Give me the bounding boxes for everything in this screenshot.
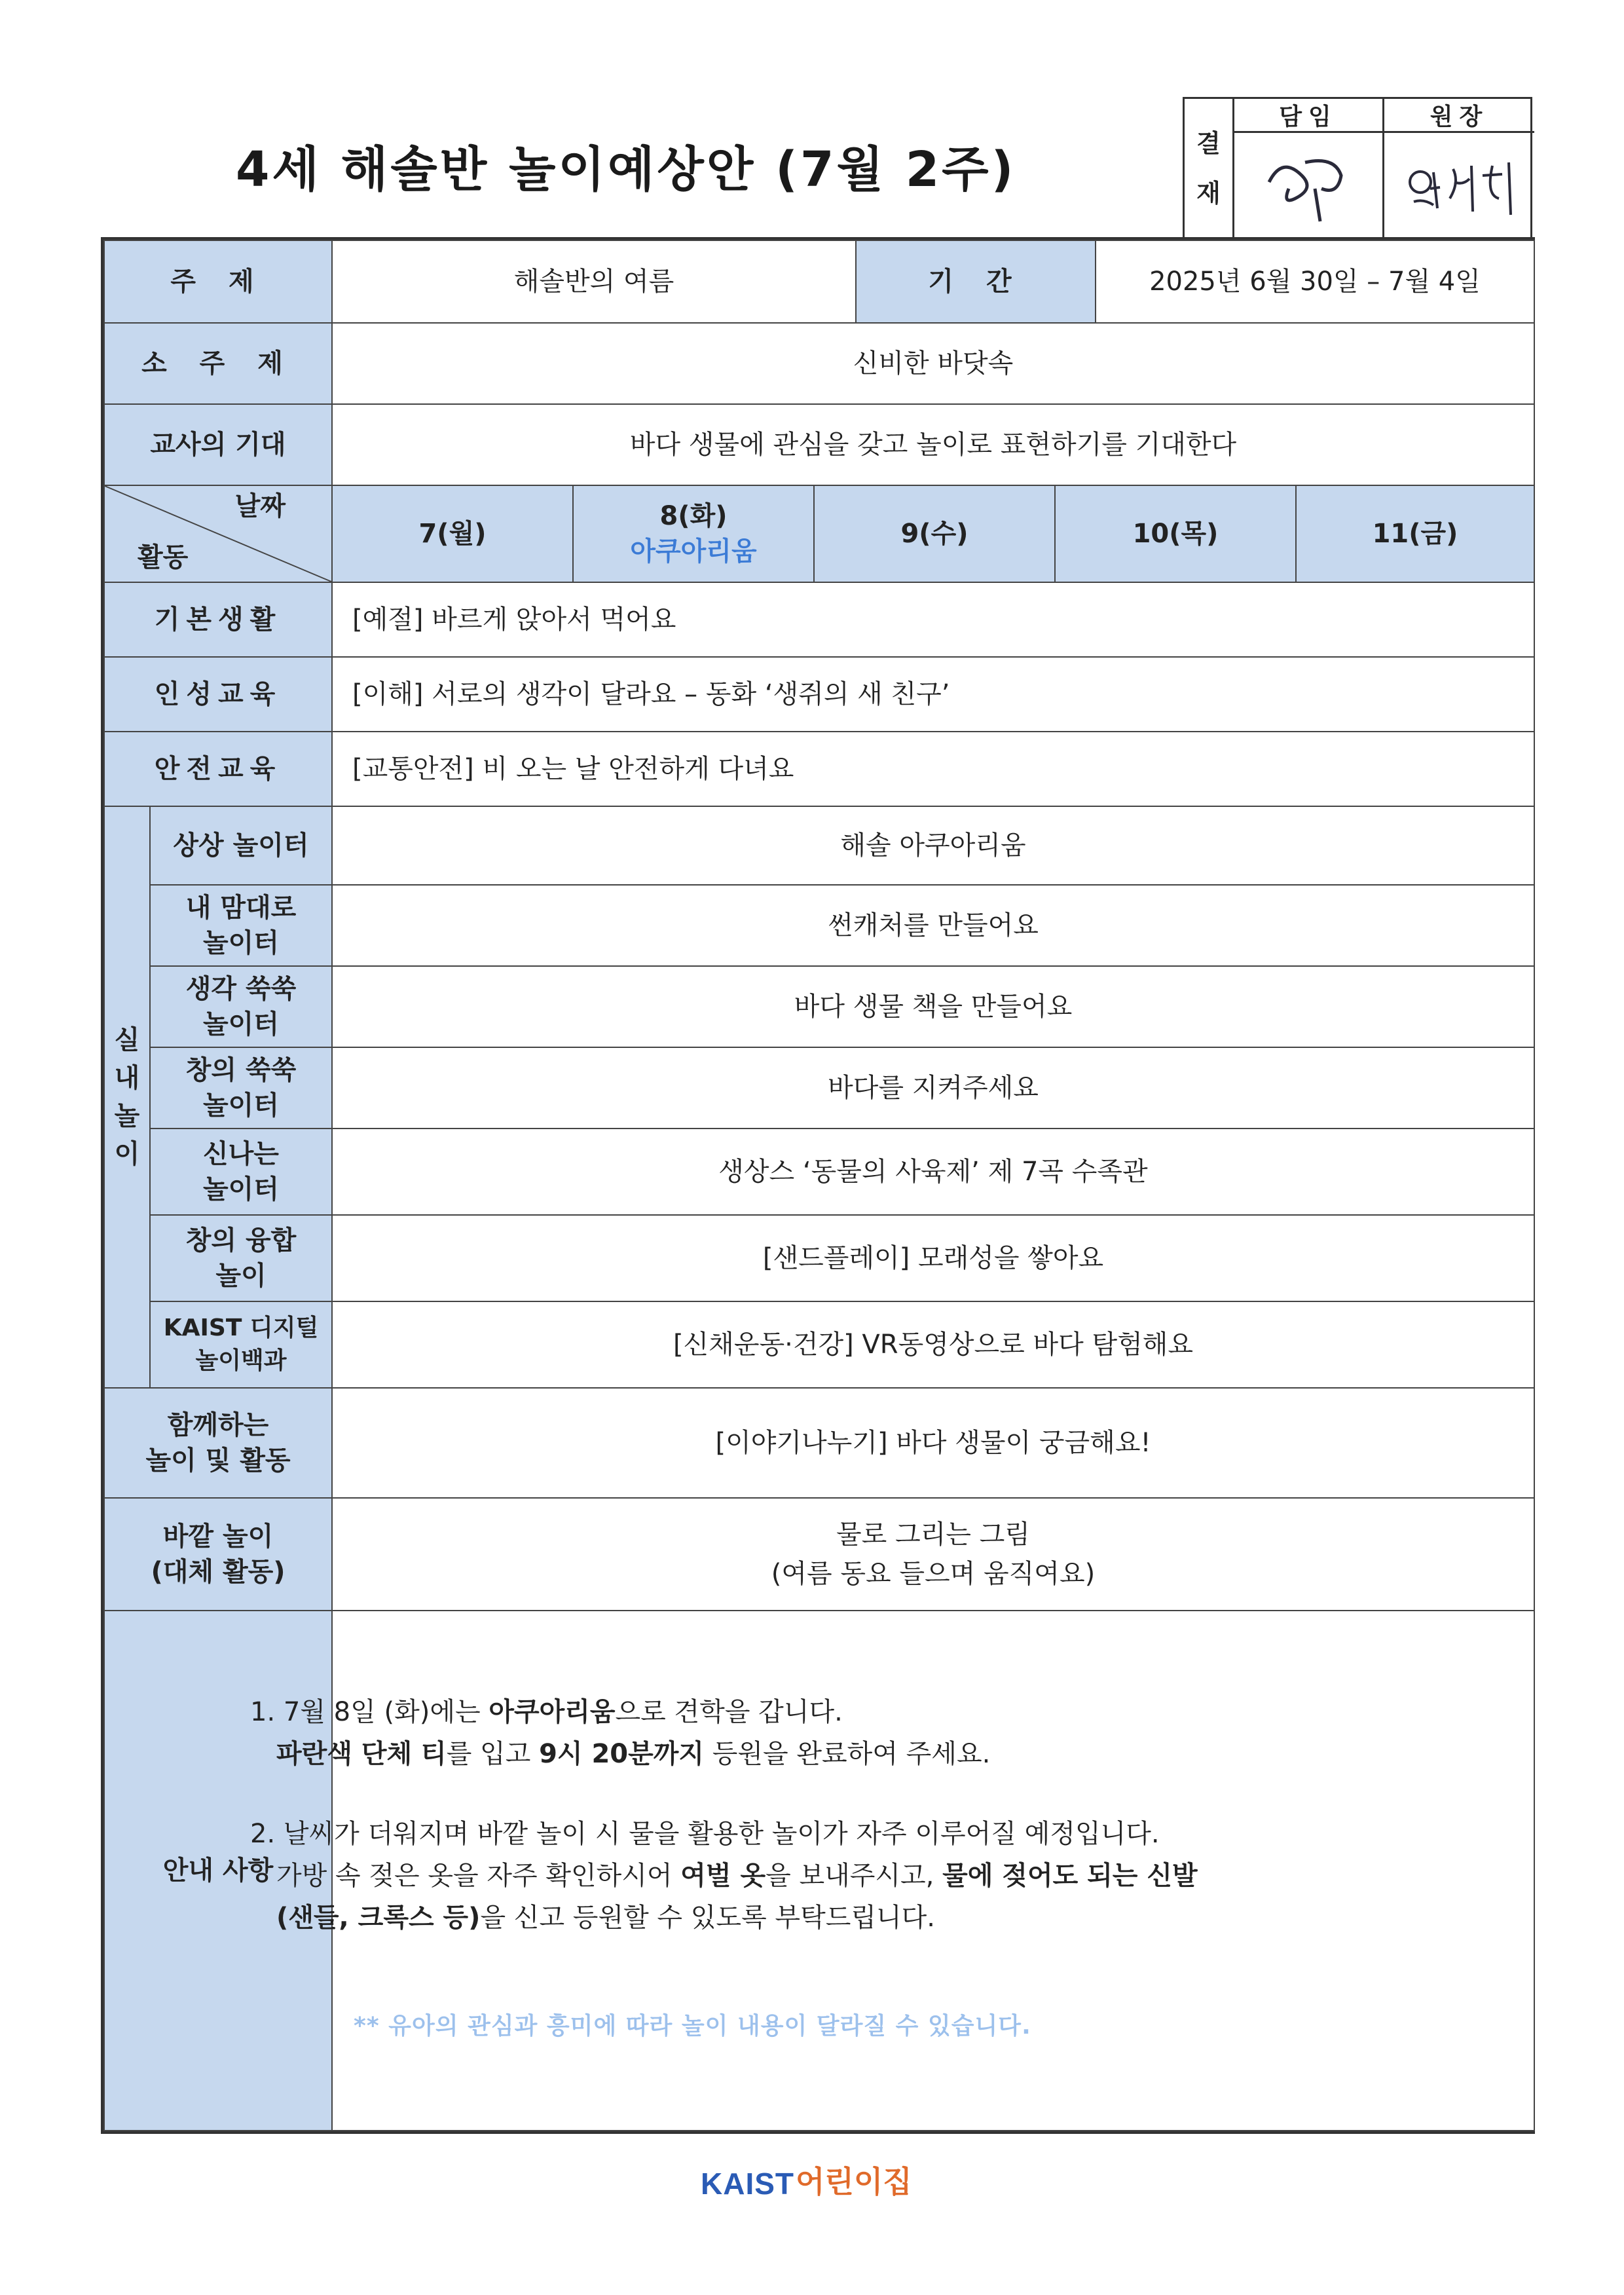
basic-life-label: 기본생활 [103, 582, 333, 658]
character-edu-value: [이해] 서로의 생각이 달라요 – 동화 ‘생쥐의 새 친구’ [331, 656, 1535, 732]
indoor-row-value-5: 생상스 ‘동물의 사육제’ 제 7곡 수족관 [331, 1128, 1535, 1216]
indoor-row-label-3: 생각 쑥쑥 놀이터 [149, 965, 333, 1048]
indoor-row-label-1: 상상 놀이터 [149, 806, 333, 886]
notice-item-1-line-2: 파란색 단체 티를 입고 9시 20분까지 등원을 완료하여 주세요. [276, 1739, 991, 1769]
director-signature [1384, 133, 1534, 238]
indoor-row-value-4: 바다를 지켜주세요 [331, 1047, 1535, 1129]
teacher-signature [1234, 133, 1384, 238]
outdoor-value: 물로 그리는 그림 (여름 동요 들으며 움직여요) [331, 1497, 1535, 1611]
indoor-row-value-7: [신채운동·건강] VR동영상으로 바다 탐험해요 [331, 1301, 1535, 1389]
kaist-daycare-logo [701, 2158, 912, 2201]
indoor-play-group-label: 실 내 놀 이 [103, 806, 151, 1389]
expectation-label: 교사의 기대 [103, 403, 333, 486]
day-wed: 9(수) [813, 485, 1056, 583]
indoor-row-label-7: KAIST 디지털 놀이백과 [149, 1301, 333, 1389]
indoor-row-value-1: 해솔 아쿠아리움 [331, 806, 1535, 886]
notice-content [250, 1691, 1429, 1939]
day-thu: 10(목) [1054, 485, 1297, 583]
logo-brand: KAIST [701, 2167, 794, 2201]
theme-label: 주 제 [103, 240, 333, 324]
indoor-row-label-2: 내 맘대로 놀이터 [149, 884, 333, 967]
notice-item-2-line-1: 2. 날씨가 더워지며 바깥 놀이 시 물을 활용한 놀이가 자주 이루어질 예정입니다. [250, 1819, 1160, 1849]
approval-box [1183, 97, 1532, 240]
indoor-row-label-5: 신나는 놀이터 [149, 1128, 333, 1216]
indoor-row-label-4: 창의 쑥쑥 놀이터 [149, 1047, 333, 1129]
notice-label: 안내 사항 [103, 1610, 333, 2131]
activity-label: 활동 [138, 542, 189, 572]
basic-life-value: [예절] 바르게 앉아서 먹어요 [331, 582, 1535, 658]
day-tue-note: 아쿠아리움 [630, 536, 757, 567]
notice-item-2-line-2: 가방 속 젖은 옷을 자주 확인하시어 여벌 옷을 보내주시고, 물에 젖어도 되는 신발 [276, 1861, 1198, 1891]
together-label: 함께하는 놀이 및 활동 [103, 1387, 333, 1499]
subtheme-label: 소 주 제 [103, 322, 333, 405]
indoor-row-value-2: 썬캐처를 만들어요 [331, 884, 1535, 967]
notice-item-2-line-3: (샌들, 크록스 등)을 신고 등원할 수 있도록 부탁드립니다. [276, 1903, 935, 1933]
date-label: 날짜 [234, 491, 286, 521]
period-value: 2025년 6월 30일 – 7월 4일 [1095, 240, 1535, 324]
together-value: [이야기나누기] 바다 생물이 궁금해요! [331, 1387, 1535, 1499]
expectation-value: 바다 생물에 관심을 갖고 놀이로 표현하기를 기대한다 [331, 403, 1535, 486]
date-activity-header [103, 485, 333, 583]
approval-teacher-header: 담임 [1234, 99, 1384, 133]
approval-side-label: 결 재 [1185, 99, 1234, 238]
subtheme-value: 신비한 바닷속 [331, 322, 1535, 405]
indoor-row-value-3: 바다 생물 책을 만들어요 [331, 965, 1535, 1048]
theme-value: 해솔반의 여름 [331, 240, 857, 324]
page-title: 4세 해솔반 놀이예상안 (7월 2주) [236, 141, 1016, 198]
character-edu-label: 인성교육 [103, 656, 333, 732]
notice-footnote: ** 유아의 관심과 흥미에 따라 놀이 내용이 달라질 수 있습니다. [354, 2013, 1031, 2040]
indoor-row-label-6: 창의 융합 놀이 [149, 1214, 333, 1302]
day-fri: 11(금) [1295, 485, 1535, 583]
indoor-row-value-6: [샌드플레이] 모래성을 쌓아요 [331, 1214, 1535, 1302]
outdoor-label: 바깥 놀이 (대체 활동) [103, 1497, 333, 1611]
period-label: 기 간 [855, 240, 1096, 324]
notice-item-1-line-1: 1. 7월 8일 (화)에는 아쿠아리움으로 견학을 갑니다. [250, 1697, 843, 1727]
day-mon: 7(월) [331, 485, 574, 583]
safety-edu-value: [교통안전] 비 오는 날 안전하게 다녀요 [331, 731, 1535, 807]
safety-edu-label: 안전교육 [103, 731, 333, 807]
logo-name: 어린이집 [796, 2164, 912, 2199]
approval-director-header: 원장 [1384, 99, 1534, 133]
day-tue: 8(화) 아쿠아리움 [572, 485, 815, 583]
